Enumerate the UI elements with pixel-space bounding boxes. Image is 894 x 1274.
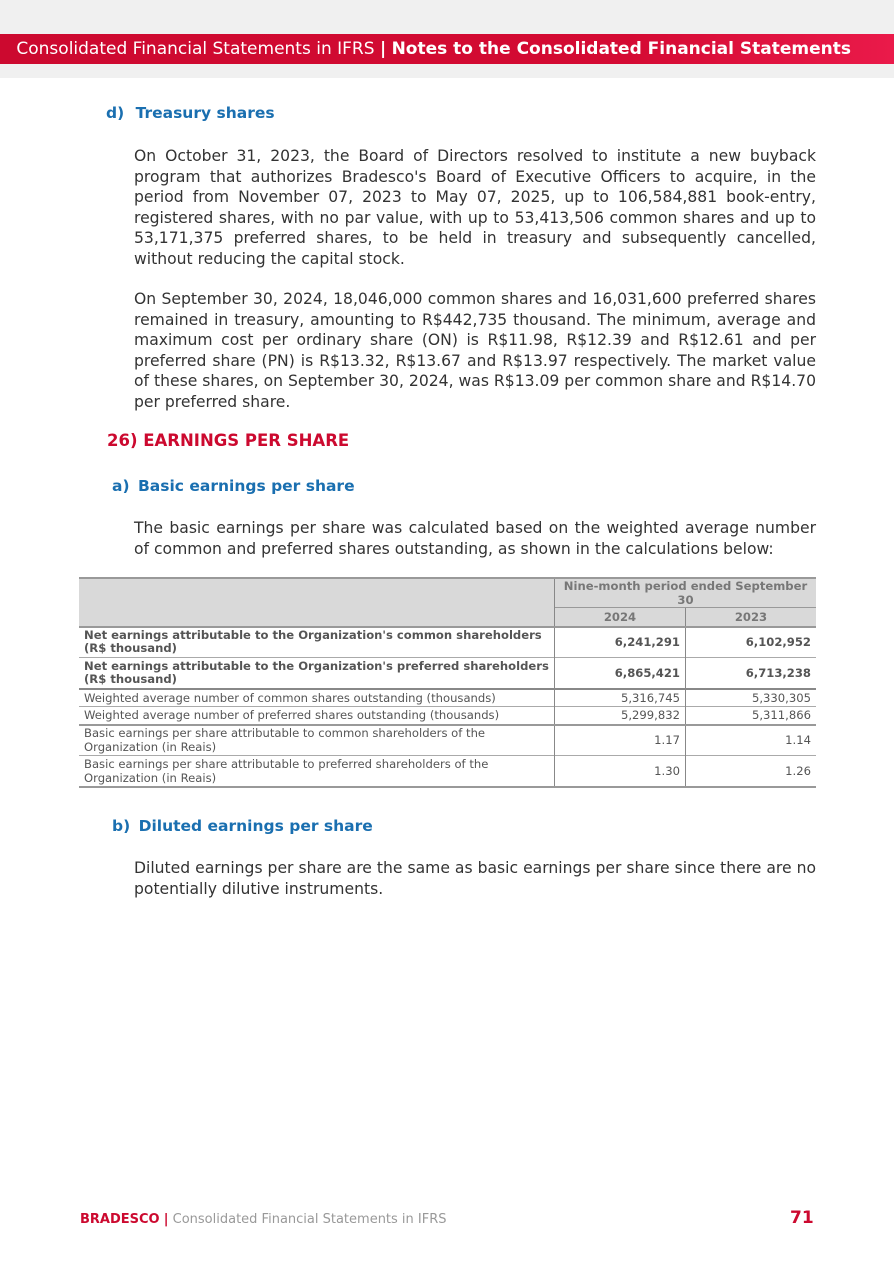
table-row xyxy=(79,707,816,725)
row-label: Net earnings attributable to the Organization's preferred shareholders (R$ thousand) xyxy=(84,658,549,686)
row-value-2023: 5,311,866 xyxy=(686,707,817,725)
row-value-2024: 1.30 xyxy=(555,756,686,787)
row-value-2024: 6,241,291 xyxy=(555,627,686,658)
table-row xyxy=(79,627,816,658)
basic-eps-heading xyxy=(112,477,355,495)
table-row xyxy=(79,658,816,689)
diluted-eps-title: Diluted earnings per share xyxy=(138,817,373,835)
basic-eps-marker: a) xyxy=(112,477,130,495)
earnings-per-share-table xyxy=(79,577,816,788)
diluted-eps-marker: b) xyxy=(112,817,131,835)
row-label: Basic earnings per share attributable to common shareholders of the Organization (in Reais) xyxy=(84,726,486,755)
row-value-2024: 5,299,832 xyxy=(555,707,686,725)
row-value-2023: 1.26 xyxy=(686,756,817,787)
treasury-marker: d) xyxy=(106,104,125,122)
table-row xyxy=(79,689,816,707)
treasury-heading xyxy=(106,104,275,122)
table-period-header: Nine-month period ended September 30 xyxy=(555,578,817,608)
footer-title: Consolidated Financial Statements in IFRS xyxy=(172,1212,447,1227)
diluted-eps-text: Diluted earnings per share are the same as basic earnings per share since there are no potentially dilutive instruments. xyxy=(134,859,816,898)
section-title: 26) EARNINGS PER SHARE xyxy=(107,431,350,450)
row-label: Basic earnings per share attributable to preferred shareholders of the Organization (in Reais) xyxy=(84,756,489,785)
page-number: 71 xyxy=(790,1208,814,1228)
row-value-2024: 1.17 xyxy=(555,725,686,756)
table-year-2024: 2024 xyxy=(555,608,686,627)
footer-separator: | xyxy=(163,1212,169,1227)
basic-eps-title: Basic earnings per share xyxy=(137,477,355,495)
table-header-blank xyxy=(79,578,555,627)
page-header xyxy=(0,34,894,64)
table-row xyxy=(79,756,816,787)
row-value-2023: 6,713,238 xyxy=(686,658,817,689)
page-footer xyxy=(80,1212,447,1227)
treasury-paragraph-2: On September 30, 2024, 18,046,000 common shares and 16,031,600 preferred shares remained in treasury, amounting to R$442,735 thousand. The minimum, average and maximum cost per ordinary share (ON) is R$11.98, R$12.39 and R$12.61 and per preferred share (PN) is R$13.32, R$13.67 and R$13.97 respectively. The market value of these shares, on September 30, 2024, was R$13.09 per common share and R$14.70 per preferred share. xyxy=(134,290,816,411)
row-value-2023: 1.14 xyxy=(686,725,817,756)
row-label: Weighted average number of preferred shares outstanding (thousands) xyxy=(84,708,500,723)
table-row xyxy=(79,725,816,756)
header-separator: | xyxy=(379,39,387,59)
treasury-paragraph-1: On October 31, 2023, the Board of Directors resolved to institute a new buyback program that authorizes Bradesco's Board of Executive Officers to acquire, in the period from November 07, 2023 to May 07, 2025, up to 106,584,881 book-entry, registered shares, with no par value, with up to 53,413,506 common shares and up to 53,171,375 preferred shares, to be held in treasury and subsequently cancelled, without reducing the capital stock. xyxy=(134,147,816,268)
header-section-title: Notes to the Consolidated Financial Statements xyxy=(391,39,851,59)
row-value-2024: 5,316,745 xyxy=(555,689,686,707)
row-label: Net earnings attributable to the Organization's common shareholders (R$ thousand) xyxy=(84,628,542,656)
table-year-2023: 2023 xyxy=(686,608,817,627)
footer-brand: BRADESCO xyxy=(80,1212,160,1227)
row-value-2023: 6,102,952 xyxy=(686,627,817,658)
diluted-eps-heading xyxy=(112,817,373,835)
row-label: Weighted average number of common shares outstanding (thousands) xyxy=(84,690,496,705)
treasury-title: Treasury shares xyxy=(135,104,275,122)
header-document-title: Consolidated Financial Statements in IFRS xyxy=(16,39,375,59)
basic-eps-text: The basic earnings per share was calculated based on the weighted average number of common and preferred shares outstanding, as shown in the calculations below: xyxy=(134,519,816,558)
row-value-2023: 5,330,305 xyxy=(686,689,817,707)
row-value-2024: 6,865,421 xyxy=(555,658,686,689)
